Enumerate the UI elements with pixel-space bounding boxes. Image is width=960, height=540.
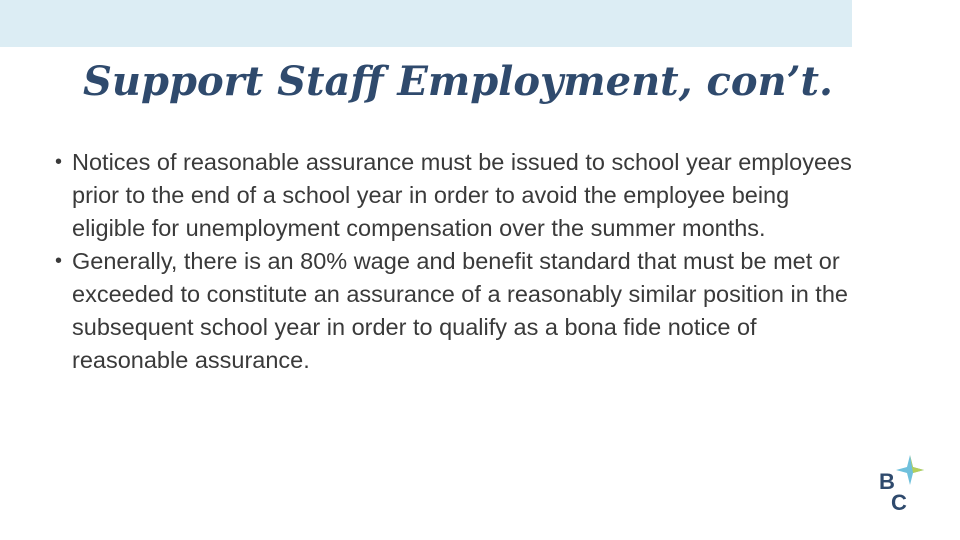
logo-letter-b: B — [879, 469, 895, 494]
logo-letter-c: C — [891, 490, 907, 515]
bullet-dot-icon: • — [55, 250, 63, 272]
top-accent-band — [0, 0, 852, 47]
bullet-text: Generally, there is an 80% wage and benefit standard that must be met or exceeded to constitute an assurance of a reasonably similar position in the subsequent school year in order to qualify as a bona fide notice of reasonable assurance. — [72, 248, 848, 373]
bullet-list — [55, 146, 865, 377]
slide-title: Support Staff Employment, con’t. — [83, 58, 833, 105]
bullet-dot-icon: • — [55, 151, 63, 173]
bc-logo — [872, 452, 932, 518]
bullet-item — [55, 245, 865, 377]
star-sparkle-icon — [896, 455, 924, 485]
bullet-text: Notices of reasonable assurance must be issued to school year employees prior to the end of a school year in order to avoid the employee being eligible for unemployment compensation over the summer months. — [72, 149, 852, 241]
bullet-item — [55, 146, 865, 245]
